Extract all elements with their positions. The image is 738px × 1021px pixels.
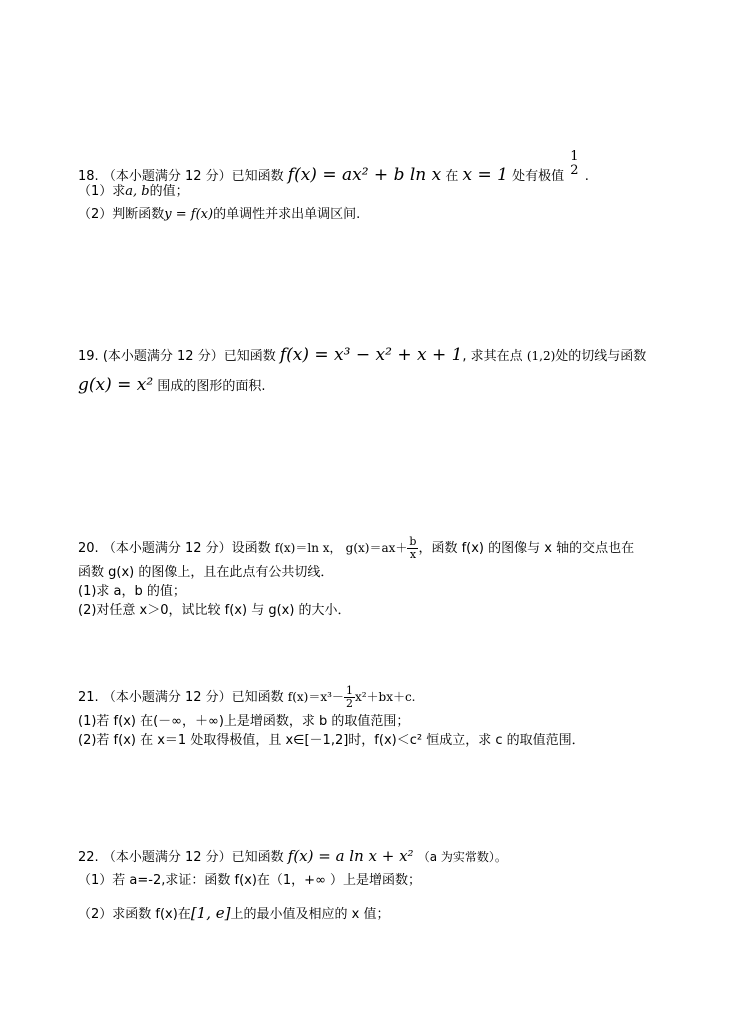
point: (1,2)	[526, 349, 556, 363]
function-expression: g(x) = x²	[78, 375, 154, 395]
function-expression: f(x) = x³ − x² + x + 1	[279, 345, 463, 365]
interval: [1, e]	[190, 904, 231, 922]
problem-number: 20.	[78, 541, 99, 556]
g-definition: g(x)＝ax＋	[345, 541, 408, 555]
math-expr: a, b	[125, 184, 150, 199]
condition: x = 1	[462, 165, 508, 185]
problem-20-statement: 20. （本小题满分 12 分）设函数 f(x)＝ln x， g(x)＝ax＋ $\frac{b}{x}$ ，函数 f(x) 的图像与 x 轴的交点也在	[78, 535, 635, 561]
problem-number: 22.	[78, 850, 99, 865]
problem-19-statement: 19. (本小题满分 12 分）已知函数 f(x) = x³ − x² + x + 1, 求其在点 (1,2)处的切线与函数	[78, 345, 647, 365]
problem-header: (本小题满分 12 分）已知函数	[102, 349, 276, 364]
problem-header: （本小题满分 12 分）已知函数	[102, 690, 284, 705]
problem-21-statement: 21. （本小题满分 12 分）已知函数 f(x)＝x³－ $\frac{1}{2}$ x²＋bx＋c.	[78, 684, 416, 710]
problem-header: （本小题满分 12 分）已知函数	[102, 850, 284, 865]
fraction: $\frac{b}{x}$	[409, 535, 417, 561]
problem-number: 18.	[78, 169, 99, 184]
period: .	[584, 169, 589, 184]
problem-20-line-2: 函数 g(x) 的图像上，且在此点有公共切线．	[78, 565, 334, 580]
problem-21-item-1: (1)若 f(x) 在(－∞，＋∞)上是增函数，求 b 的取值范围；	[78, 714, 410, 729]
problem-22-item-1: （1）若 a=-2,求证：函数 f(x)在（1，+∞ ）上是增函数；	[78, 873, 422, 888]
problem-18-item-2: （2）判断函数y = f(x)的单调性并求出单调区间.	[78, 207, 361, 222]
function-expression: f(x) = ax² + b ln x	[287, 165, 442, 185]
text: 在	[445, 169, 459, 184]
function-expression: f(x) = a ln x + x²	[287, 847, 414, 865]
f-definition: f(x)＝ln x，	[274, 541, 342, 555]
fraction: 1 2	[570, 149, 579, 178]
problem-21-item-2: (2)若 f(x) 在 x＝1 处取得极值，且 x∈[－1,2]时，f(x)＜c² 恒成立，求 c 的取值范围．	[78, 733, 585, 748]
text: 处有极值	[512, 169, 565, 184]
math-expr: y = f(x)	[164, 207, 214, 222]
problem-number: 19.	[78, 349, 99, 364]
problem-19-line-2: g(x) = x² 围成的图形的面积.	[78, 375, 266, 395]
problem-20-item-2: (2)对任意 x＞0，试比较 f(x) 与 g(x) 的大小．	[78, 603, 351, 618]
problem-header: （本小题满分 12 分）设函数	[102, 541, 271, 556]
problem-18-item-1: （1）求a, b的值；	[78, 184, 189, 199]
problem-22-statement: 22. （本小题满分 12 分）已知函数 f(x) = a ln x + x² （a 为实常数）。	[78, 847, 507, 865]
problem-22-item-2: （2）求函数 f(x)在[1, e]上的最小值及相应的 x 值；	[78, 904, 390, 922]
problem-header: （本小题满分 12 分）已知函数	[102, 169, 284, 184]
fraction: $\frac{1}{2}$	[345, 684, 353, 710]
problem-number: 21.	[78, 690, 99, 705]
problem-20-item-1: (1)求 a，b 的值；	[78, 584, 186, 599]
function-expression: f(x)＝x³－	[287, 690, 344, 704]
